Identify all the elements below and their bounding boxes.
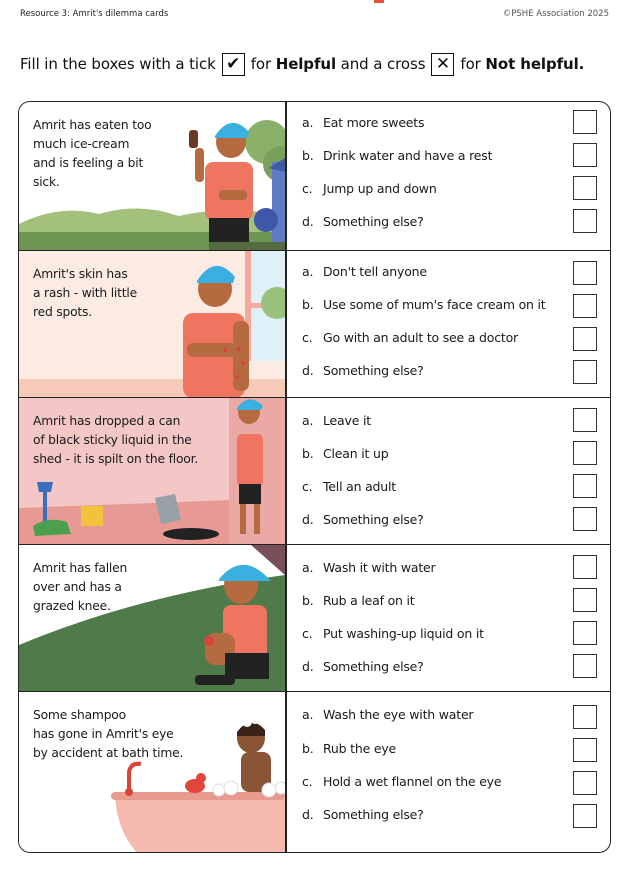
options-list bbox=[286, 398, 611, 544]
answer-checkbox[interactable] bbox=[573, 738, 597, 762]
option-text: Jump up and down bbox=[323, 180, 437, 196]
option-text: Wash it with water bbox=[323, 559, 436, 575]
option-b bbox=[302, 589, 415, 611]
option-c bbox=[302, 622, 484, 644]
option-text: Don't tell anyone bbox=[323, 263, 427, 279]
options-list bbox=[286, 545, 611, 691]
option-letter: c. bbox=[302, 478, 313, 494]
option-text: Hold a wet flannel on the eye bbox=[323, 773, 502, 789]
tick-icon: ✔ bbox=[222, 53, 245, 76]
option-letter: a. bbox=[302, 706, 314, 722]
option-letter: a. bbox=[302, 559, 314, 575]
option-text: Use some of mum's face cream on it bbox=[323, 296, 546, 312]
answer-checkbox[interactable] bbox=[573, 209, 597, 233]
option-d bbox=[302, 508, 424, 530]
option-text: Wash the eye with water bbox=[323, 706, 474, 722]
dilemma-card-1 bbox=[19, 102, 610, 250]
option-letter: b. bbox=[302, 740, 314, 756]
answer-checkbox[interactable] bbox=[573, 621, 597, 645]
helpful-label: Helpful bbox=[275, 55, 336, 73]
option-b bbox=[302, 293, 546, 315]
option-d bbox=[302, 655, 424, 677]
option-text: Go with an adult to see a doctor bbox=[323, 329, 518, 345]
option-text: Eat more sweets bbox=[323, 114, 425, 130]
option-c bbox=[302, 326, 518, 348]
option-a bbox=[302, 111, 424, 133]
answer-checkbox[interactable] bbox=[573, 771, 597, 795]
option-text: Something else? bbox=[323, 658, 424, 674]
option-text: Rub a leaf on it bbox=[323, 592, 415, 608]
answer-checkbox[interactable] bbox=[573, 474, 597, 498]
dilemma-card-3 bbox=[19, 397, 610, 544]
resource-title: Resource 3: Amrit's dilemma cards bbox=[20, 9, 169, 19]
option-a bbox=[302, 409, 371, 431]
option-letter: d. bbox=[302, 806, 314, 822]
option-text: Drink water and have a rest bbox=[323, 147, 493, 163]
option-text: Something else? bbox=[323, 213, 424, 229]
answer-checkbox[interactable] bbox=[573, 507, 597, 531]
option-a bbox=[302, 703, 473, 725]
copyright: ©PSHE Association 2025 bbox=[502, 9, 609, 19]
cross-icon: ✕ bbox=[431, 53, 454, 76]
option-letter: b. bbox=[302, 296, 314, 312]
instructions bbox=[20, 51, 584, 77]
instruction-text-2: for bbox=[250, 55, 272, 73]
option-letter: d. bbox=[302, 213, 314, 229]
option-text: Something else? bbox=[323, 511, 424, 527]
answer-checkbox[interactable] bbox=[573, 110, 597, 134]
instruction-text-3: and a cross bbox=[340, 55, 426, 73]
options-list bbox=[286, 251, 611, 397]
option-letter: b. bbox=[302, 445, 314, 461]
option-b bbox=[302, 442, 388, 464]
scenario-text: Some shampoo has gone in Amrit's eye by accident at bath time. bbox=[33, 708, 184, 760]
option-letter: a. bbox=[302, 263, 314, 279]
option-letter: c. bbox=[302, 625, 313, 641]
option-letter: a. bbox=[302, 412, 314, 428]
answer-checkbox[interactable] bbox=[573, 441, 597, 465]
scenario-text: Amrit's skin has a rash - with little red spots. bbox=[33, 267, 137, 319]
answer-checkbox[interactable] bbox=[573, 654, 597, 678]
option-letter: a. bbox=[302, 114, 314, 130]
option-b bbox=[302, 144, 492, 166]
answer-checkbox[interactable] bbox=[573, 804, 597, 828]
option-letter: d. bbox=[302, 511, 314, 527]
scenario-text: Amrit has dropped a can of black sticky liquid in the shed - it is spilt on the floor. bbox=[33, 414, 199, 466]
options-list bbox=[286, 692, 611, 853]
option-text: Put washing-up liquid on it bbox=[323, 625, 484, 641]
option-d bbox=[302, 359, 424, 381]
scenario-text: Amrit has eaten too much ice-cream and is feeling a bit sick. bbox=[33, 118, 152, 189]
answer-checkbox[interactable] bbox=[573, 705, 597, 729]
option-c bbox=[302, 770, 501, 792]
option-a bbox=[302, 556, 435, 578]
option-letter: c. bbox=[302, 329, 313, 345]
option-text: Something else? bbox=[323, 362, 424, 378]
option-b bbox=[302, 737, 396, 759]
option-d bbox=[302, 210, 424, 232]
dilemma-table bbox=[18, 101, 611, 853]
options-list bbox=[286, 102, 611, 250]
option-text: Tell an adult bbox=[323, 478, 396, 494]
option-text: Rub the eye bbox=[323, 740, 397, 756]
scenario-text: Amrit has fallen over and has a grazed knee. bbox=[33, 561, 128, 613]
option-d bbox=[302, 803, 424, 825]
dilemma-card-5 bbox=[19, 691, 610, 853]
dilemma-card-2 bbox=[19, 250, 610, 397]
option-letter: c. bbox=[302, 180, 313, 196]
answer-checkbox[interactable] bbox=[573, 408, 597, 432]
option-text: Leave it bbox=[323, 412, 371, 428]
answer-checkbox[interactable] bbox=[573, 261, 597, 285]
option-letter: b. bbox=[302, 147, 314, 163]
answer-checkbox[interactable] bbox=[573, 360, 597, 384]
instruction-text-4: for bbox=[460, 55, 481, 73]
answer-checkbox[interactable] bbox=[573, 555, 597, 579]
option-letter: b. bbox=[302, 592, 314, 608]
option-c bbox=[302, 475, 396, 497]
answer-checkbox[interactable] bbox=[573, 176, 597, 200]
option-c bbox=[302, 177, 437, 199]
answer-checkbox[interactable] bbox=[573, 588, 597, 612]
instruction-text-1: Fill in the boxes with a tick bbox=[20, 55, 216, 73]
answer-checkbox[interactable] bbox=[573, 327, 597, 351]
answer-checkbox[interactable] bbox=[573, 143, 597, 167]
option-a bbox=[302, 260, 427, 282]
option-letter: d. bbox=[302, 362, 314, 378]
option-letter: c. bbox=[302, 773, 313, 789]
dilemma-card-4 bbox=[19, 544, 610, 691]
option-letter: d. bbox=[302, 658, 314, 674]
not-helpful-label: Not helpful. bbox=[485, 55, 585, 73]
option-text: Clean it up bbox=[323, 445, 389, 461]
answer-checkbox[interactable] bbox=[573, 294, 597, 318]
option-text: Something else? bbox=[323, 806, 424, 822]
header-accent-mark bbox=[374, 0, 384, 3]
